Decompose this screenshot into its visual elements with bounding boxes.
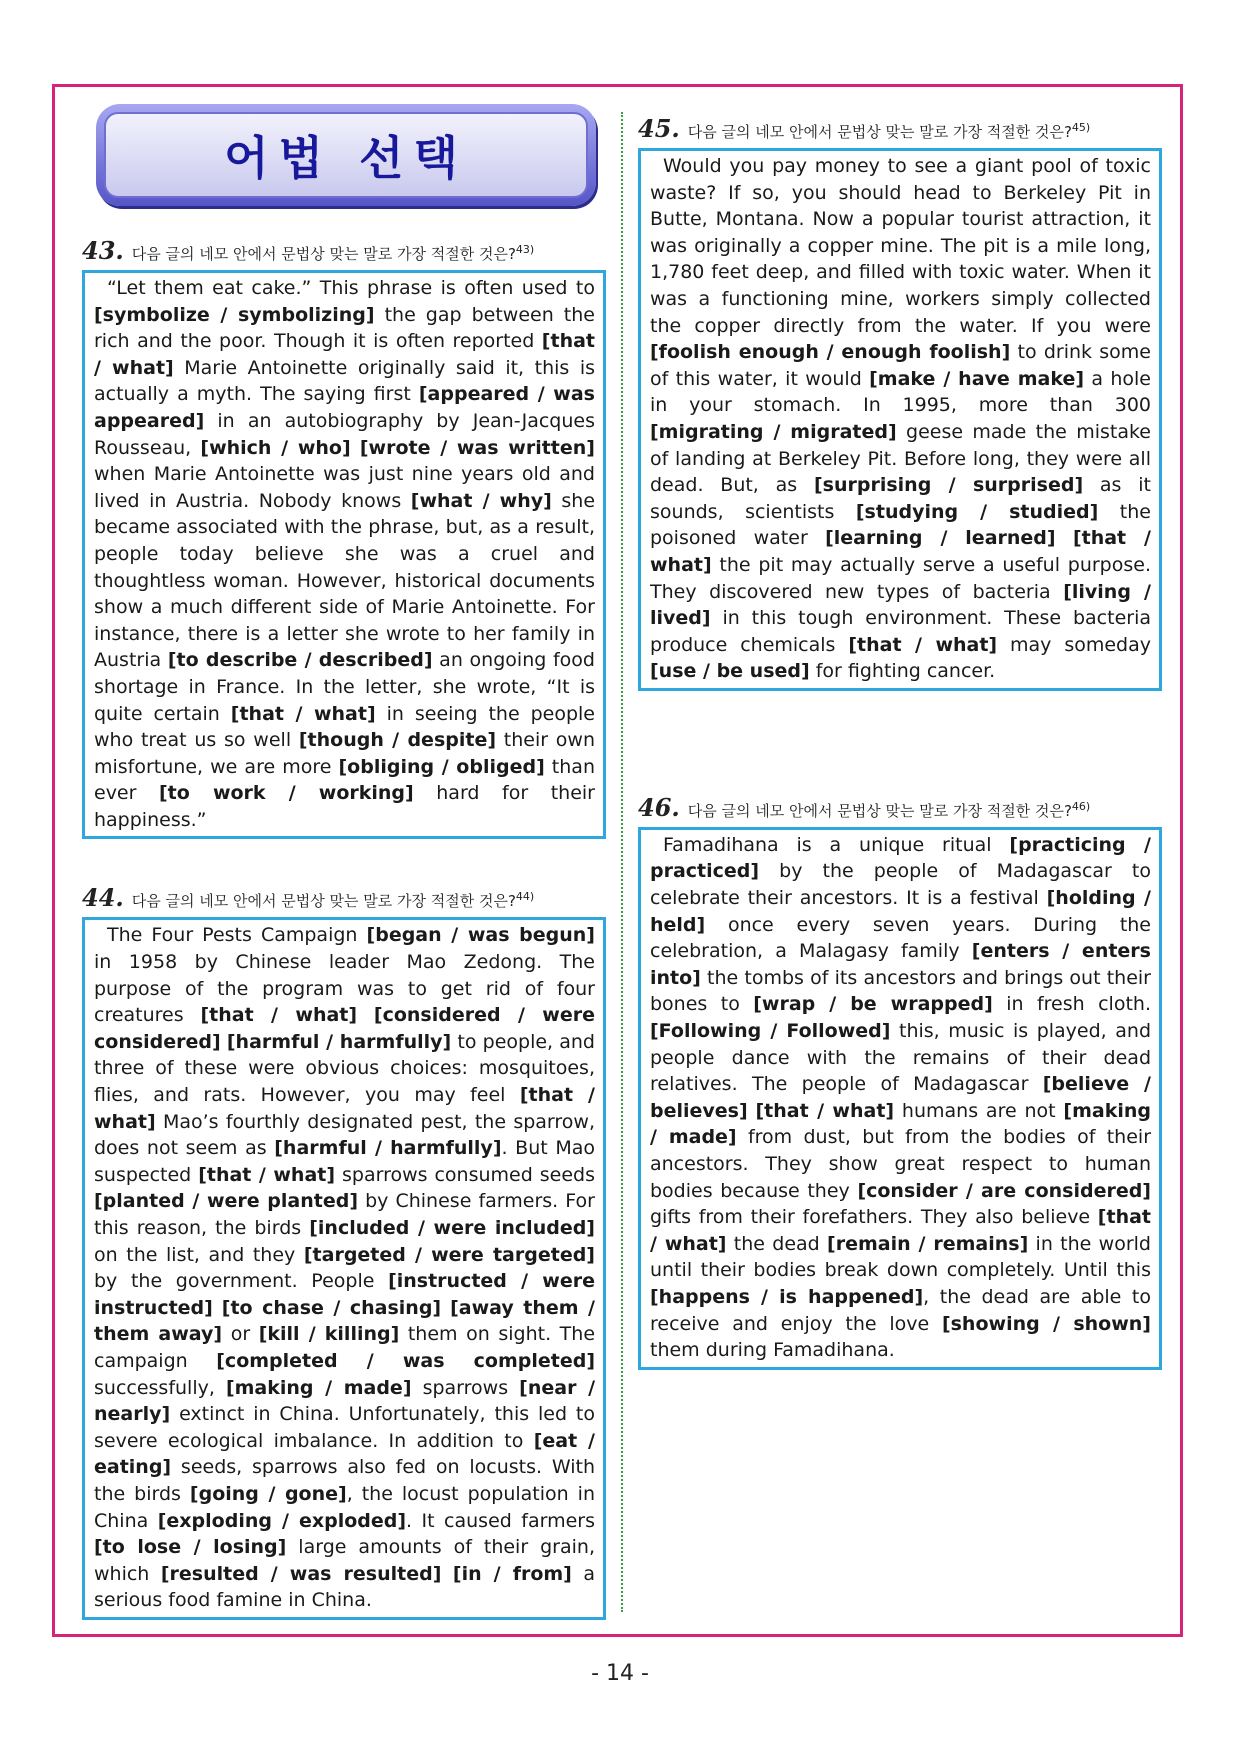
answer-choice: [resulted / was resulted]: [160, 1562, 442, 1585]
question-prompt: 다음 글의 네모 안에서 문법상 맞는 말로 가장 적절한 것은?$^{43)}$: [131, 243, 535, 263]
question-number: 46.: [638, 792, 680, 822]
section-title: 어법 선택: [224, 131, 468, 185]
answer-choice: [living / lived]: [650, 580, 1151, 630]
question-44: [82, 883, 606, 1619]
answer-choice: [in / from]: [452, 1562, 572, 1585]
answer-choice: [happens / is happened]: [650, 1285, 924, 1308]
answer-choice: [instructed / were instructed]: [94, 1270, 595, 1319]
passage-box: [638, 827, 1162, 1370]
answer-choice: [that / what]: [94, 330, 595, 379]
question-header: [82, 883, 606, 917]
footnote-ref: 45): [1071, 121, 1091, 134]
answer-choice: [eat / eating]: [94, 1429, 595, 1479]
answer-choice: [foolish enough / enough foolish]: [650, 341, 1011, 364]
answer-choice: [make / have make]: [869, 367, 1085, 390]
passage-text: “Let them eat cake.” This phrase is often used to [symbolize / symbolizing] the gap between the rich and the poor. Though it is often reported [that / what] Marie Antoinette originally said it, this is actually a myth. The saying first [appeared / was appeared] in an autobiography by Jean-Jacques Rousseau, [which / who] [wrote / was written] when Marie Antoinette was just nine years old and lived in Austria. Nobody knows [what / why] she became associated with the phrase, but, as a result, people today believe she was a cruel and thoughtless woman. However, historical documents show a much different side of Marie Antoinette. For instance, there is a letter she wrote to her family in Austria [to describe / described] an ongoing food shortage in France. In the letter, she wrote, “It is quite certain [that / what] in seeing the people who treat us so well [though / despite] their own misfortune, we are more [obliging / obliged] than ever [to work / working] hard for their happiness.”: [94, 277, 596, 831]
question-header: [638, 793, 1162, 827]
answer-choice: [to describe / described]: [167, 649, 433, 672]
answer-choice: [to work / working]: [159, 782, 414, 805]
left-column: [82, 104, 606, 1620]
answer-choice: [to chase / chasing]: [221, 1296, 442, 1319]
answer-choice: [that / what]: [198, 1163, 336, 1186]
answer-choice: [surprising / surprised]: [813, 474, 1084, 497]
question-header: [638, 114, 1162, 148]
question-prompt: 다음 글의 네모 안에서 문법상 맞는 말로 가장 적절한 것은?$^{46)}$: [687, 799, 1091, 820]
answer-choice: [that / what]: [94, 1084, 595, 1133]
question-number: 45.: [638, 114, 680, 143]
answer-choice: [that / what]: [848, 633, 998, 656]
passage-text: Famadihana is a unique ritual [practicing / practiced] by the people of Madagascar to celebrate their ancestors. It is a festival [holding / held] once every seven years. During the celebration, a Malagasy family [enters / enters into] the tombs of its ancestors and brings out their bones to [wrap / be wrapped] in fresh cloth. [Following / Followed] this, music is played, and people dance with the remains of their dead relatives. The people of Madagascar [believe / believes] [that / what] humans are not [making / made] from dust, but from the bodies of their ancestors. They show great respect to human bodies because they [consider / are considered] gifts from their forefathers. They also believe [that / what] the dead [remain / remains] in the world until their bodies break down completely. Until this [happens / is happened], the dead are able to receive and enjoy the love [showing / shown] them during Famadihana.: [650, 833, 1152, 1362]
answer-choice: [that / what]: [755, 1099, 895, 1122]
passage-box: [638, 148, 1162, 691]
answer-choice: [practicing / practiced]: [650, 833, 1151, 883]
answer-choice: [though / despite]: [298, 729, 497, 752]
answer-choice: [making / made]: [650, 1099, 1151, 1149]
passage-text: The Four Pests Campaign [began / was begun] in 1958 by Chinese leader Mao Zedong. The purpose of the program was to get rid of four creatures [that / what] [considered / were considered] [harmful / harmfully] to people, and three of these were obvious choices: mosquitoes, flies, and rats. However, you may feel [that / what] Mao’s fourthly designated pest, the sparrow, does not seem as [harmful / harmfully]. But Mao suspected [that / what] sparrows consumed seeds [planted / were planted] by Chinese farmers. For this reason, the birds [included / were included] on the list, and they [targeted / were targeted] by the government. People [instructed / were instructed] [to chase / chasing] [away them / them away] or [kill / killing] them on sight. The campaign [completed / was completed] successfully, [making / made] sparrows [near / nearly] extinct in China. Unfortunately, this led to severe ecological imbalance. In addition to [eat / eating] seeds, sparrows also fed on locusts. With the birds [going / gone], the locust population in China [exploding / exploded]. It caused farmers [to lose / losing] large amounts of their grain, which [resulted / was resulted] [in / from] a serious food famine in China.: [94, 924, 596, 1612]
answer-choice: [remain / remains]: [827, 1232, 1029, 1255]
question-prompt: 다음 글의 네모 안에서 문법상 맞는 말로 가장 적절한 것은?$^{45)}$: [687, 121, 1091, 141]
answer-choice: [planted / were planted]: [94, 1190, 359, 1213]
answer-choice: [harmful / harmfully]: [274, 1137, 502, 1160]
answer-choice: [considered / were considered]: [94, 1004, 595, 1053]
answer-choice: [obliging / obliged]: [338, 755, 545, 778]
answer-choice: [studying / studied]: [855, 500, 1099, 523]
right-column: [638, 114, 1162, 1370]
answer-choice: [wrap / be wrapped]: [753, 993, 993, 1016]
answer-choice: [wrote / was written]: [359, 436, 595, 459]
answer-choice: [exploding / exploded]: [157, 1509, 407, 1532]
footnote-ref: 44): [515, 890, 535, 904]
answer-choice: [away them / them away]: [94, 1296, 595, 1346]
answer-choice: [making / made]: [225, 1376, 412, 1399]
footnote-ref: 43): [515, 243, 535, 256]
answer-choice: [near / nearly]: [94, 1376, 596, 1426]
question-45: [638, 114, 1162, 691]
answer-choice: [holding / held]: [650, 887, 1151, 936]
answer-choice: [began / was begun]: [366, 924, 595, 947]
answer-choice: [use / be used]: [650, 660, 810, 683]
question-43: [82, 236, 606, 839]
answer-choice: [believe / believes]: [650, 1073, 1151, 1122]
answer-choice: [what / why]: [410, 489, 552, 512]
answer-choice: [that / what]: [200, 1004, 358, 1027]
question-number: 44.: [82, 883, 124, 913]
column-divider: [621, 112, 623, 1612]
answer-choice: [included / were included]: [309, 1217, 595, 1239]
question-46: [638, 793, 1162, 1370]
answer-choice: [learning / learned]: [825, 527, 1056, 550]
answer-choice: [appeared / was appeared]: [94, 383, 595, 432]
answer-choice: [consider / are considered]: [857, 1179, 1151, 1202]
answer-choice: [harmful / harmfully]: [226, 1030, 452, 1053]
answer-choice: [completed / was completed]: [216, 1349, 595, 1372]
question-number: 43.: [82, 236, 124, 265]
section-title-badge: [96, 104, 596, 206]
answer-choice: [Following / Followed]: [650, 1020, 891, 1043]
passage-box: [82, 917, 606, 1619]
answer-choice: [targeted / were targeted]: [303, 1243, 595, 1266]
question-prompt: 다음 글의 네모 안에서 문법상 맞는 말로 가장 적절한 것은?$^{44)}$: [131, 890, 535, 911]
answer-choice: [going / gone]: [189, 1482, 347, 1505]
answer-choice: [kill / killing]: [258, 1323, 400, 1346]
answer-choice: [to lose / losing]: [94, 1536, 287, 1559]
answer-choice: [showing / shown]: [941, 1312, 1151, 1335]
footnote-ref: 46): [1071, 799, 1091, 813]
passage-box: [82, 270, 606, 839]
answer-choice: [migrating / migrated]: [650, 420, 897, 443]
answer-choice: [that / what]: [650, 1206, 1151, 1255]
answer-choice: [enters / enters into]: [650, 940, 1151, 989]
answer-choice: [which / who]: [200, 436, 351, 459]
answer-choice: [symbolize / symbolizing]: [94, 303, 375, 326]
page-number: - 14 -: [591, 1661, 649, 1686]
question-header: [82, 236, 606, 270]
passage-text: Would you pay money to see a giant pool of toxic waste? If so, you should head to Berkeley Pit in Butte, Montana. Now a popular tourist attraction, it was originally a copper mine. The pit is a mile long, 1,780 feet deep, and filled with toxic water. When it was a functioning mine, workers simply collected the copper directly from the water. If you were [foolish enough / enough foolish] to drink some of this water, it would [make / have make] a hole in your stomach. In 1995, more than 300 [migrating / migrated] geese made the mistake of landing at Berkeley Pit. Before long, they were all dead. But, as [surprising / surprised] as it sounds, scientists [studying / studied] the poisoned water [learning / learned] [that / what] the pit may actually serve a useful purpose. They discovered new types of bacteria [living / lived] in this tough environment. These bacteria produce chemicals [that / what] may someday [use / be used] for fighting cancer.: [650, 155, 1151, 683]
answer-choice: [that / what]: [650, 527, 1151, 576]
answer-choice: [that / what]: [230, 702, 376, 725]
